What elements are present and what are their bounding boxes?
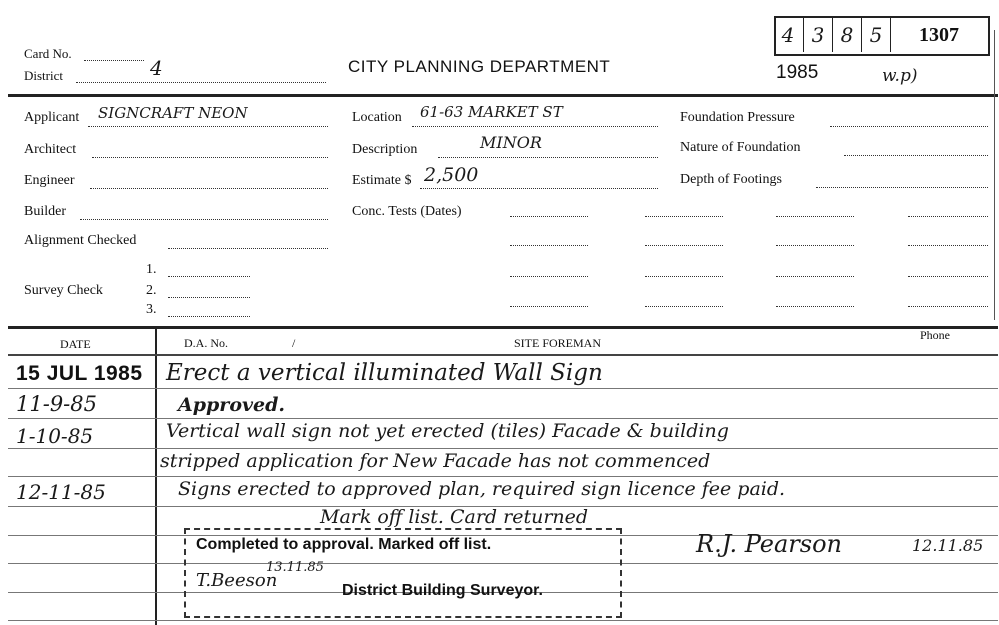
year: 1985 — [776, 62, 819, 83]
code-digit-3: 8 — [832, 18, 861, 52]
stamp-signature: T.Beeson — [196, 570, 278, 591]
applicant-value: SIGNCRAFT NEON — [98, 104, 248, 122]
row-rule-0 — [8, 354, 998, 356]
conc-line-8 — [908, 245, 988, 246]
applicant-line — [88, 126, 328, 127]
row-rule-4 — [8, 476, 998, 477]
conc-line-10 — [645, 276, 723, 277]
survey-num-2: 2. — [146, 283, 157, 298]
conc-line-6 — [645, 245, 723, 246]
row-rule-1 — [8, 388, 998, 389]
survey-num-3: 3. — [146, 302, 157, 317]
card-number: 1307 — [890, 18, 987, 52]
code-digit-4: 5 — [861, 18, 890, 52]
architect-line — [92, 157, 328, 158]
entry-date-1: 15 JUL 1985 — [16, 362, 143, 385]
conc-line-13 — [510, 306, 588, 307]
header-rule — [8, 94, 998, 97]
code-digit-1: 4 — [781, 23, 795, 47]
da-no-label: D.A. No. — [184, 336, 228, 350]
engineer-label: Engineer — [24, 173, 75, 188]
location-label: Location — [352, 110, 402, 125]
entry-text-1: Erect a vertical illuminated Wall Sign — [166, 360, 603, 386]
entry-text-3: Vertical wall sign not yet erected (tiles) Facade & building — [166, 420, 729, 442]
architect-label: Architect — [24, 142, 77, 157]
conc-tests-label: Conc. Tests (Dates) — [352, 204, 462, 219]
entry-date-3: 1-10-85 — [16, 424, 94, 448]
code-digit-2: 3 — [803, 18, 832, 52]
nature-foundation-line — [844, 155, 988, 156]
survey-line-2 — [168, 297, 250, 298]
location-line — [412, 126, 658, 127]
inspector-signature-date: 12.11.85 — [912, 536, 984, 555]
conc-line-4 — [908, 216, 988, 217]
right-edge-mark — [994, 30, 995, 320]
description-label: Description — [352, 142, 418, 157]
engineer-line — [90, 188, 328, 189]
corner-note: w.p) — [882, 66, 918, 86]
conc-line-11 — [776, 276, 854, 277]
page-title: CITY PLANNING DEPARTMENT — [348, 57, 611, 76]
stamp-signature-date: 13.11.85 — [266, 560, 324, 575]
entry-text-5: Signs erected to approved plan, required sign licence fee paid. — [178, 478, 786, 500]
district-line — [76, 82, 326, 83]
foundation-pressure-line — [830, 126, 988, 127]
phone-label: Phone — [920, 328, 950, 342]
description-value: MINOR — [480, 133, 542, 152]
da-no-value: / — [292, 336, 296, 350]
foundation-pressure-label: Foundation Pressure — [680, 110, 795, 125]
builder-line — [80, 219, 328, 220]
card-no-line — [84, 60, 144, 61]
entry-text-4: stripped application for New Facade has not commenced — [160, 450, 711, 472]
card-no-label: Card No. — [24, 46, 72, 61]
district-label: District — [24, 68, 63, 83]
description-line — [438, 157, 658, 158]
row-rule-9 — [8, 620, 998, 621]
conc-line-7 — [776, 245, 854, 246]
conc-line-16 — [908, 306, 988, 307]
site-foreman-label: SITE FOREMAN — [514, 336, 602, 350]
estimate-value: 2,500 — [424, 164, 479, 186]
entry-text-2: Approved. — [178, 394, 286, 416]
survey-num-1: 1. — [146, 262, 157, 277]
conc-line-12 — [908, 276, 988, 277]
conc-line-2 — [645, 216, 723, 217]
conc-line-5 — [510, 245, 588, 246]
depth-footings-line — [816, 187, 988, 188]
conc-line-15 — [776, 306, 854, 307]
date-header: DATE — [60, 337, 91, 351]
entry-date-2: 11-9-85 — [16, 392, 97, 416]
conc-line-3 — [776, 216, 854, 217]
location-value: 61-63 MARKET ST — [420, 103, 563, 121]
estimate-label: Estimate $ — [352, 173, 412, 188]
survey-line-1 — [168, 276, 250, 277]
estimate-line — [420, 188, 658, 189]
stamp-line-1: Completed to approval. Marked off list. — [196, 536, 492, 553]
row-rule-2 — [8, 418, 998, 419]
survey-check-label: Survey Check — [24, 283, 103, 298]
depth-footings-label: Depth of Footings — [680, 172, 782, 187]
district-value: 4 — [150, 56, 163, 80]
inspector-signature: R.J. Pearson — [696, 530, 842, 558]
row-rule-3 — [8, 448, 998, 449]
conc-line-1 — [510, 216, 588, 217]
entry-date-5: 12-11-85 — [16, 480, 106, 504]
stamp-line-2: District Building Surveyor. — [342, 582, 543, 599]
entry-text-6: Mark off list. Card returned — [320, 506, 589, 528]
builder-label: Builder — [24, 204, 66, 219]
conc-line-14 — [645, 306, 723, 307]
alignment-line — [168, 248, 328, 249]
conc-line-9 — [510, 276, 588, 277]
nature-foundation-label: Nature of Foundation — [680, 140, 801, 155]
applicant-label: Applicant — [24, 110, 80, 125]
survey-line-3 — [168, 316, 250, 317]
alignment-label: Alignment Checked — [24, 233, 137, 248]
